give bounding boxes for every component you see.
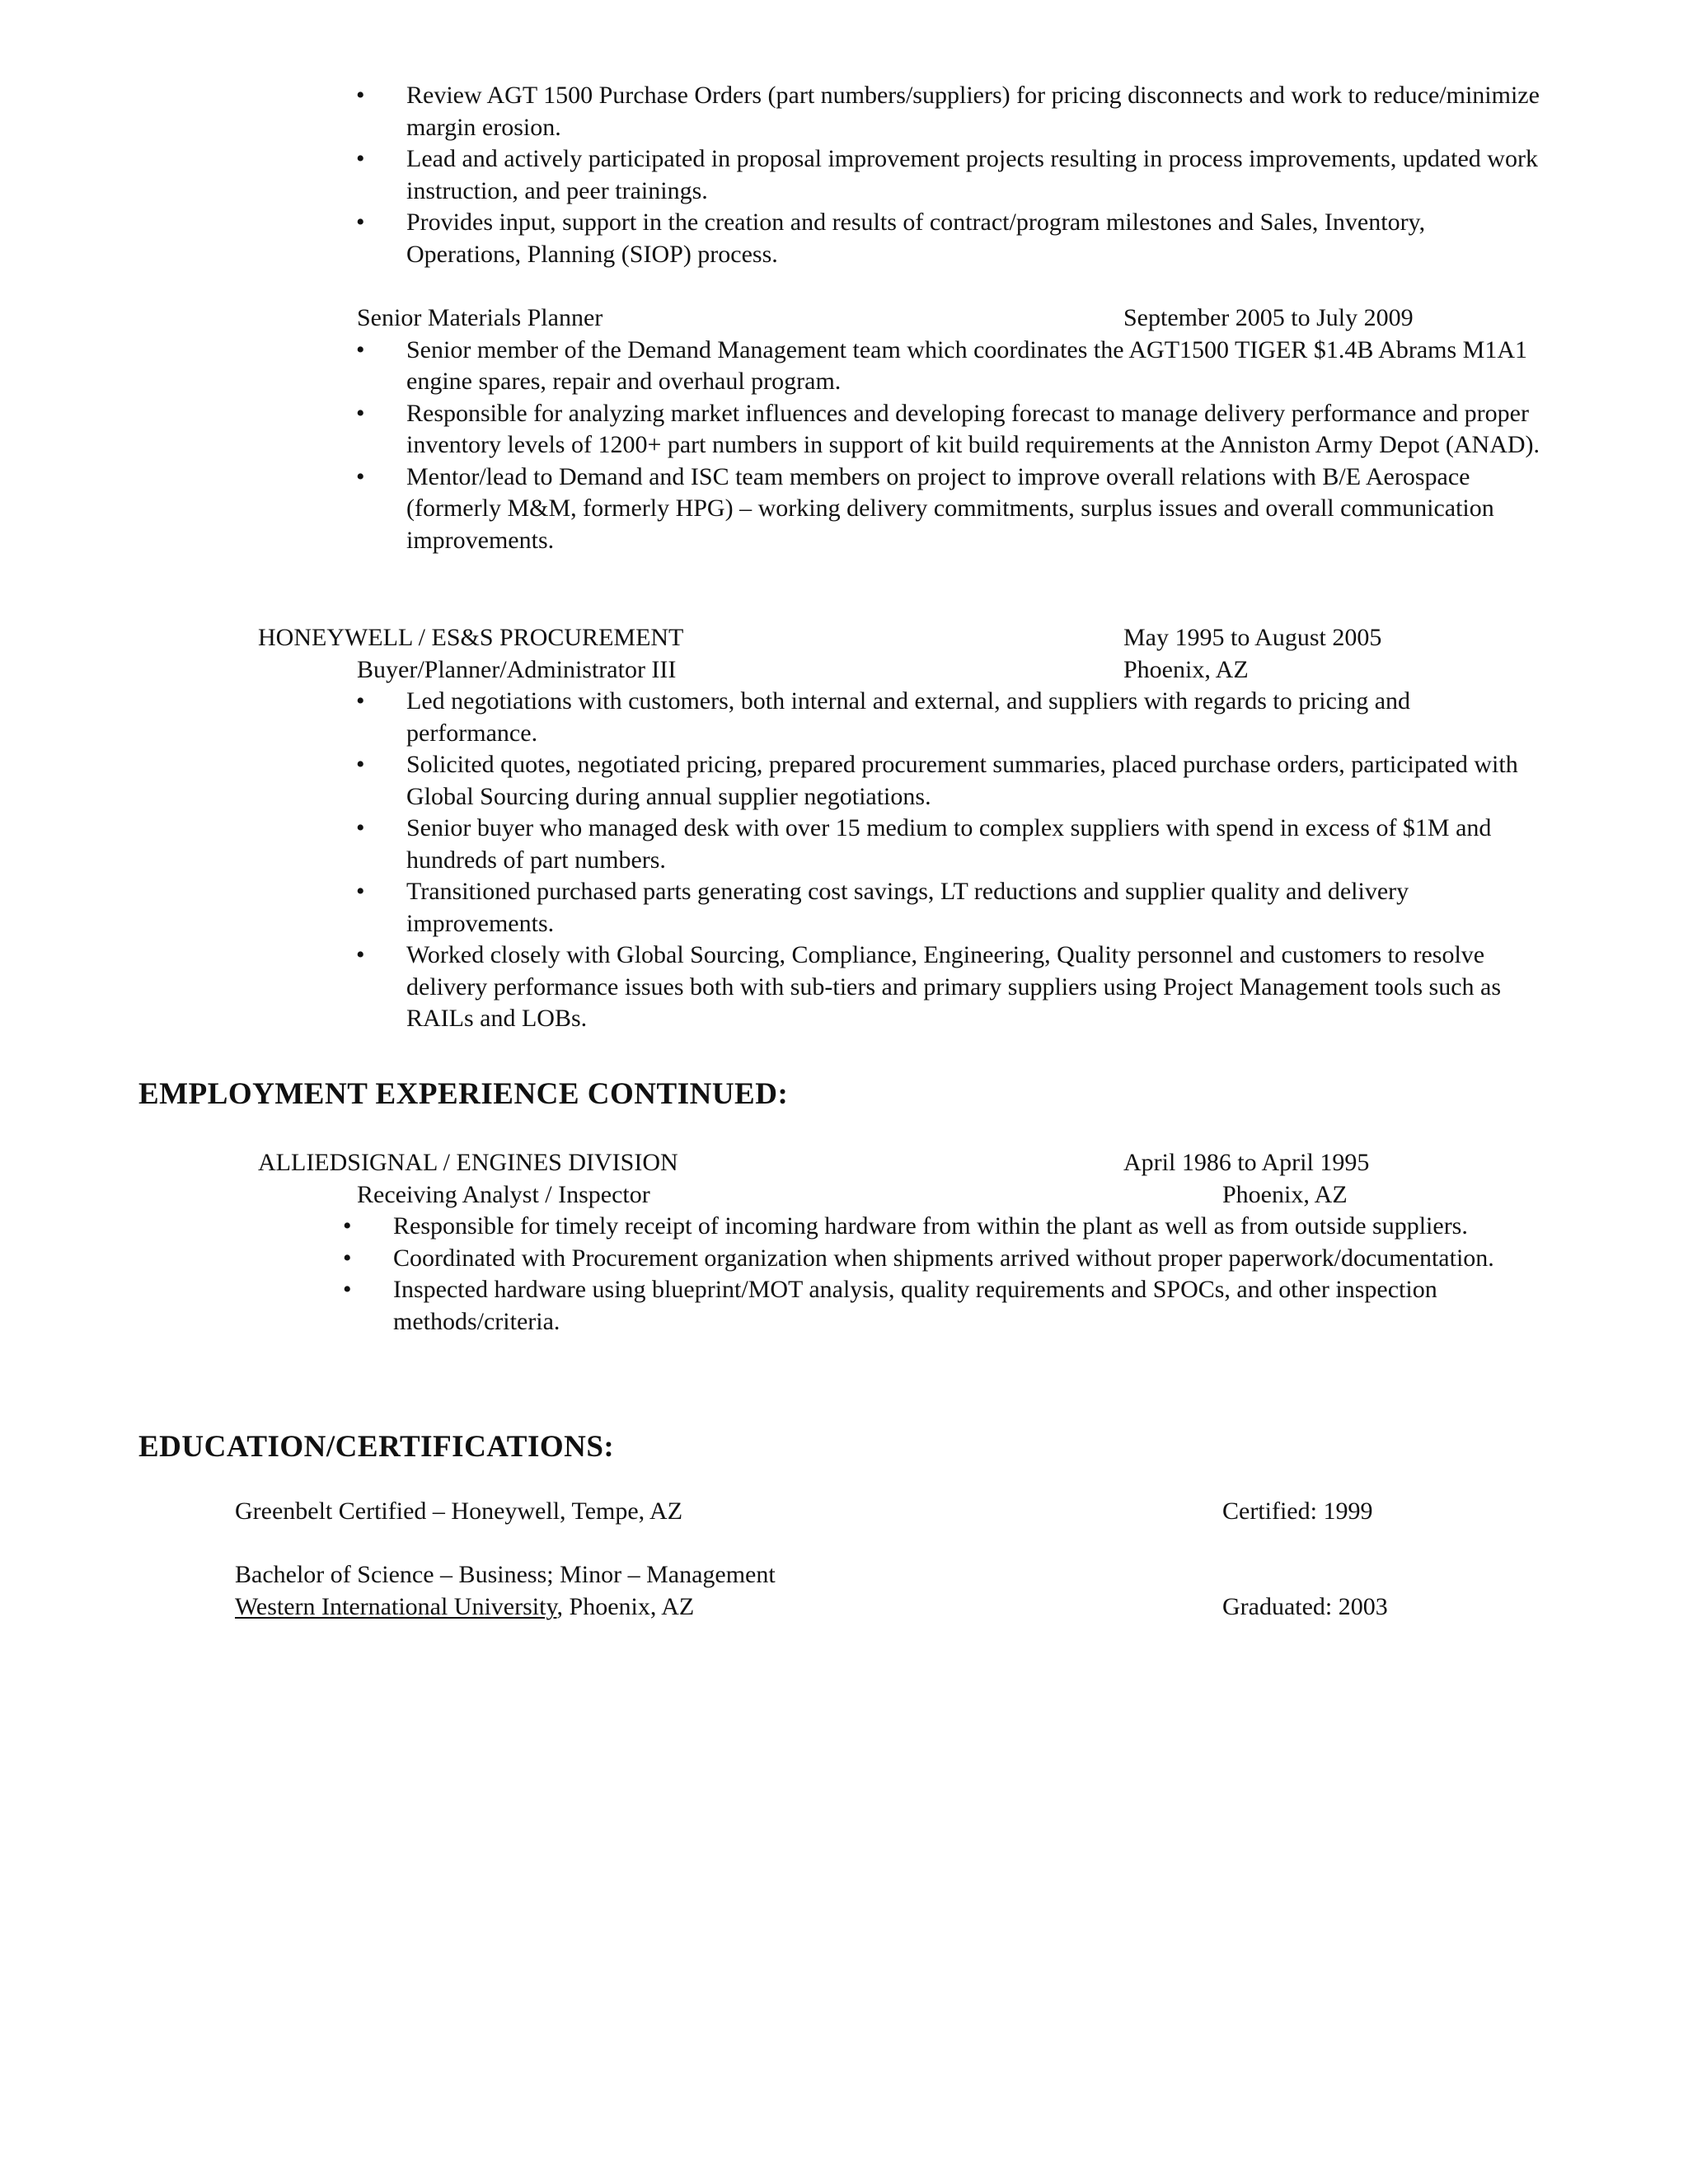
section-heading-education: EDUCATION/CERTIFICATIONS: bbox=[138, 1430, 615, 1464]
list-item: • Senior member of the Demand Management team which coordinates the AGT1500 TIGER $1.4B Abrams M1A1 engine spares, repair and overhaul program. bbox=[357, 335, 1544, 398]
alliedsignal-section bbox=[258, 1147, 1544, 1338]
job-title: Receiving Analyst / Inspector bbox=[357, 1180, 650, 1208]
top-bullet-block bbox=[357, 80, 1544, 270]
job-header-row bbox=[357, 302, 1544, 335]
job-location: Phoenix, AZ bbox=[1123, 655, 1249, 683]
job-title: Buyer/Planner/Administrator III bbox=[357, 655, 677, 683]
top-bullet-list bbox=[357, 80, 1544, 270]
job-header-row bbox=[258, 1179, 1544, 1212]
education-row-degree bbox=[235, 1559, 1545, 1591]
company-header-row bbox=[258, 1147, 1544, 1179]
company-header-row bbox=[258, 622, 1544, 654]
education-row-greenbelt bbox=[235, 1496, 1545, 1528]
job-bullet-list bbox=[344, 1211, 1544, 1338]
list-item: • Mentor/lead to Demand and ISC team members on project to improve overall relations with B/E Aerospace (formerly M&M, formerly HPG) – working delivery commitments, surplus issues and overall communication improvements. bbox=[357, 462, 1544, 557]
job-header-row bbox=[258, 654, 1544, 687]
graduation-date: Graduated: 2003 bbox=[1222, 1592, 1388, 1620]
list-item: • Review AGT 1500 Purchase Orders (part numbers/suppliers) for pricing disconnects and work to reduce/minimize margin erosion. bbox=[357, 80, 1544, 143]
job-bullet-list bbox=[357, 335, 1544, 557]
degree-name: Bachelor of Science – Business; Minor – Management bbox=[235, 1561, 776, 1588]
job-bullet-list bbox=[357, 686, 1544, 1035]
education-row-university bbox=[235, 1591, 1545, 1624]
company-dates: May 1995 to August 2005 bbox=[1123, 624, 1382, 651]
list-item: • Solicited quotes, negotiated pricing, prepared procurement summaries, placed purchase orders, participated with Global Sourcing during annual supplier negotiations. bbox=[357, 749, 1544, 813]
list-item: • Senior buyer who managed desk with over 15 medium to complex suppliers with spend in excess of $1M and hundreds of part numbers. bbox=[357, 813, 1544, 876]
list-item: • Lead and actively participated in proposal improvement projects resulting in process improvements, updated work instruction, and peer trainings. bbox=[357, 143, 1544, 207]
list-item: • Responsible for timely receipt of incoming hardware from within the plant as well as from outside suppliers. bbox=[344, 1211, 1544, 1243]
section-heading-employment-continued: EMPLOYMENT EXPERIENCE CONTINUED: bbox=[138, 1077, 789, 1111]
company-dates: April 1986 to April 1995 bbox=[1123, 1149, 1370, 1176]
list-item: • Inspected hardware using blueprint/MOT analysis, quality requirements and SPOCs, and other inspection methods/criteria. bbox=[344, 1274, 1544, 1338]
job-dates: September 2005 to July 2009 bbox=[1123, 304, 1414, 331]
university-line bbox=[235, 1591, 694, 1624]
university-name: Western International University bbox=[235, 1592, 557, 1620]
list-item: • Coordinated with Procurement organization when shipments arrived without proper paperwork/documentation. bbox=[344, 1243, 1544, 1275]
education-section bbox=[235, 1496, 1545, 1623]
company-name: HONEYWELL / ES&S PROCUREMENT bbox=[258, 624, 684, 651]
list-item: • Responsible for analyzing market influences and developing forecast to manage delivery performance and proper inventory levels of 1200+ part numbers in support of kit build requirements at the Anniston Army Depot (ANAD). bbox=[357, 398, 1544, 462]
certification-name: Greenbelt Certified – Honeywell, Tempe, AZ bbox=[235, 1497, 683, 1525]
list-item: • Worked closely with Global Sourcing, Compliance, Engineering, Quality personnel and customers to resolve delivery performance issues both with sub-tiers and primary suppliers using Project Management tools such as RAILs and LOBs. bbox=[357, 940, 1544, 1035]
company-name: ALLIEDSIGNAL / ENGINES DIVISION bbox=[258, 1149, 678, 1176]
university-location: , Phoenix, AZ bbox=[556, 1592, 695, 1620]
list-item: • Provides input, support in the creation and results of contract/program milestones and Sales, Inventory, Operations, Planning (SIOP) process. bbox=[357, 207, 1544, 270]
education-spacer bbox=[235, 1528, 1545, 1560]
senior-materials-planner-section bbox=[357, 302, 1544, 556]
certification-date: Certified: 1999 bbox=[1222, 1497, 1373, 1525]
list-item: • Led negotiations with customers, both internal and external, and suppliers with regards to pricing and performance. bbox=[357, 686, 1544, 749]
job-title: Senior Materials Planner bbox=[357, 304, 603, 331]
list-item: • Transitioned purchased parts generating cost savings, LT reductions and supplier quality and delivery improvements. bbox=[357, 876, 1544, 940]
job-location: Phoenix, AZ bbox=[1222, 1180, 1348, 1208]
honeywell-section bbox=[258, 622, 1544, 1035]
